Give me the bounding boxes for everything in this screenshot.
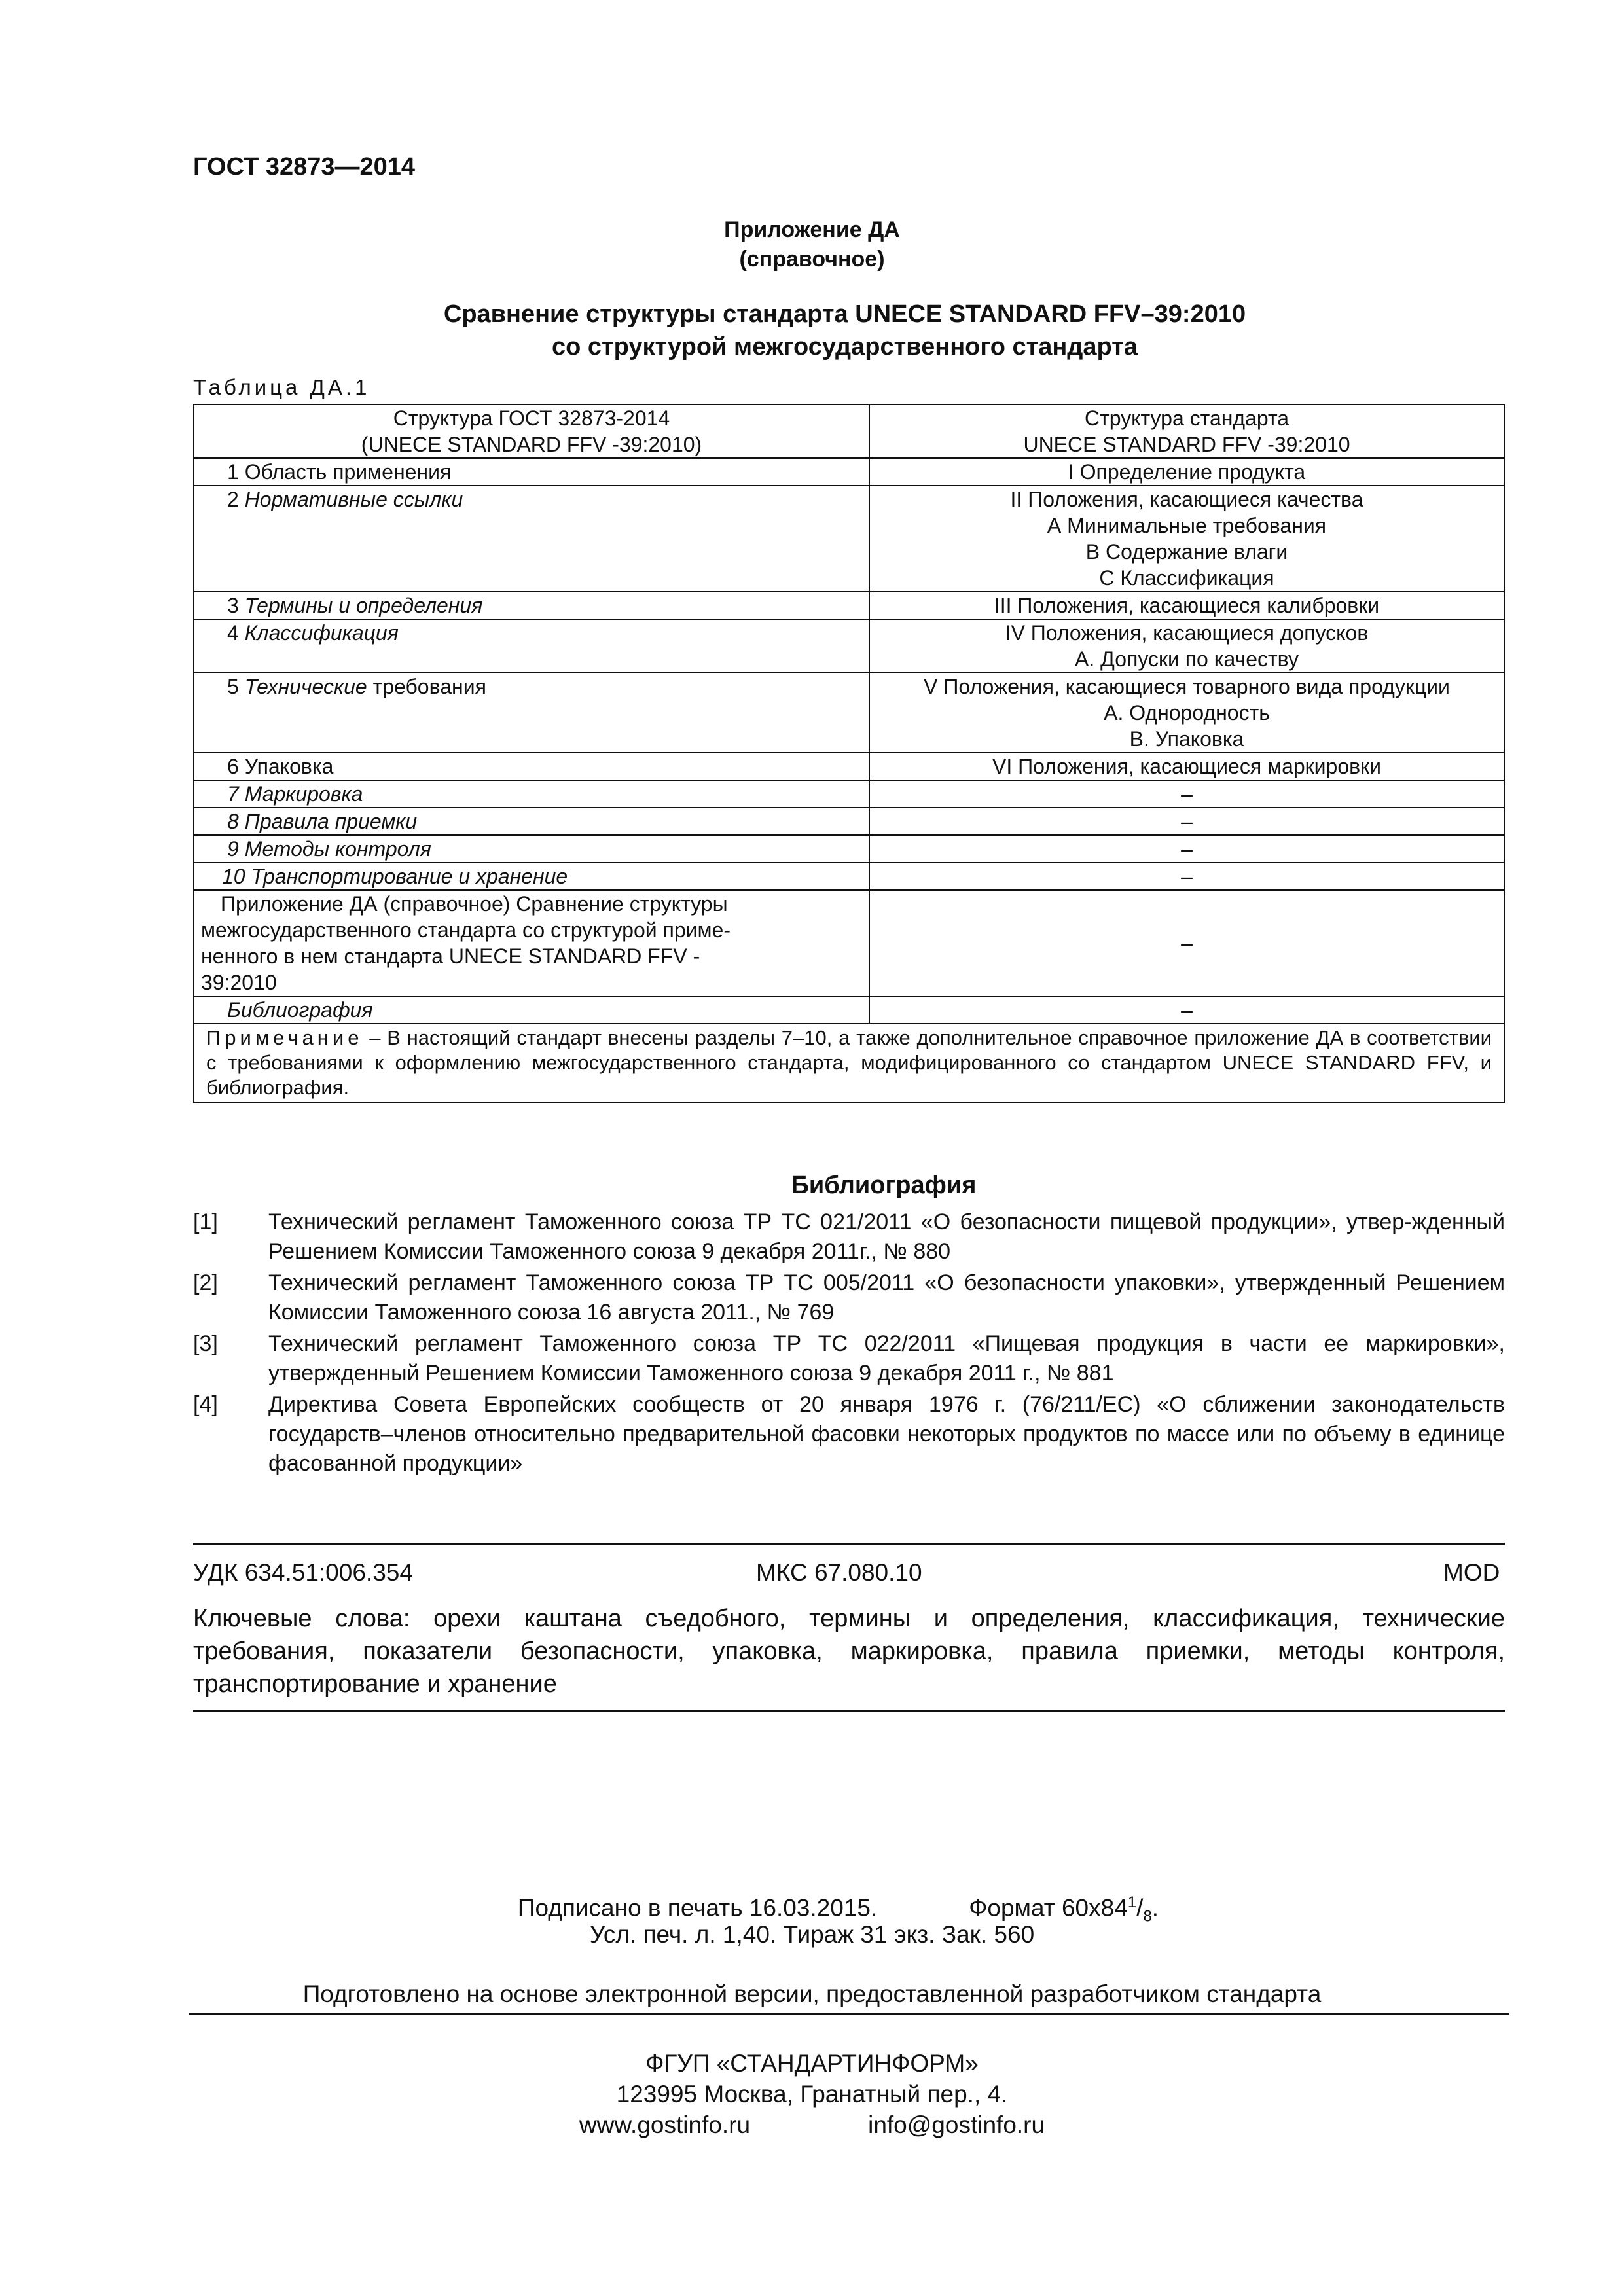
cell-line: В. Упаковка <box>1129 727 1244 751</box>
cell-line: V Положения, касающиеся товарного вида продукции <box>924 675 1450 698</box>
mod-label: MOD <box>1443 1559 1500 1586</box>
section-title: Библиография <box>227 998 373 1022</box>
cell-line: 39:2010 <box>201 971 277 994</box>
section-title: 7 Маркировка <box>227 782 363 806</box>
cell-line: межгосударственного стандарта со структурой приме- <box>201 918 731 942</box>
udk-code: УДК 634.51:006.354 <box>193 1559 413 1586</box>
bibliography-item <box>193 1208 1505 1266</box>
table-cell: 1 Область применения <box>194 458 869 486</box>
bibliography-text: Директива Совета Европейских сообществ от 20 января 1976 г. (76/211/ЕС) «О сближении законодательств государств–членов относительно предварительной фасовки некоторых продуктов по массе или по объему в единице фасованной продукции» <box>268 1392 1505 1476</box>
table-row <box>194 619 1504 673</box>
format-numerator: 1 <box>1127 1893 1137 1911</box>
table-label: Таблица ДА.1 <box>193 375 370 399</box>
section-number: 2 <box>227 488 239 511</box>
table-cell <box>869 673 1504 753</box>
table-cell: VI Положения, касающиеся маркировки <box>869 753 1504 780</box>
section-title: 8 Правила приемки <box>227 810 418 833</box>
cell-line: А. Допуски по качеству <box>1075 647 1299 671</box>
bibliography-item <box>193 1329 1505 1388</box>
table-cell <box>194 890 869 996</box>
divider-imprint <box>189 2013 1509 2015</box>
table-cell <box>194 863 869 890</box>
format-denominator: 8 <box>1143 1907 1152 1926</box>
section-number: 5 <box>227 675 239 698</box>
table-cell: – <box>869 780 1504 808</box>
bibliography-text: Технический регламент Таможенного союза ТР ТС 022/2011 «Пищевая продукция в части ее маркировки», утвержденный Решением Комиссии Таможенного союза 9 декабря 2011 г., № 881 <box>268 1331 1505 1386</box>
cell-line: II Положения, касающиеся качества <box>1010 488 1363 511</box>
publisher-address: 123995 Москва, Гранатный пер., 4. <box>616 2081 1008 2108</box>
section-title: Классификация <box>244 621 399 645</box>
cell-line: А. Однородность <box>1104 701 1270 725</box>
table-row <box>194 458 1504 486</box>
table-row <box>194 753 1504 780</box>
table-cell: – <box>869 890 1504 996</box>
bibliography-item <box>193 1390 1505 1479</box>
cell-line: IV Положения, касающиеся допусков <box>1005 621 1369 645</box>
table-cell <box>194 486 869 592</box>
table-row <box>194 996 1504 1024</box>
section-title: 9 Методы контроля <box>227 837 431 861</box>
table-cell: – <box>869 996 1504 1024</box>
table-header-left-line2: (UNECE STANDARD FFV -39:2010) <box>361 433 702 456</box>
bibliography-number: [1] <box>193 1210 218 1234</box>
divider-top <box>193 1543 1505 1545</box>
table-header-left-line1: Структура ГОСТ 32873-2014 <box>393 406 670 430</box>
divider-bottom <box>193 1710 1505 1712</box>
table-header-right-line1: Структура стандарта <box>1084 406 1290 430</box>
table-row <box>194 592 1504 619</box>
bibliography-number: [2] <box>193 1270 218 1295</box>
table-header-right-line2: UNECE STANDARD FFV -39:2010 <box>1023 433 1350 456</box>
table-row <box>194 808 1504 835</box>
note-label: Примечание <box>206 1026 363 1049</box>
table-cell <box>194 808 869 835</box>
section-number: 3 <box>227 594 239 617</box>
prepared-note: Подготовлено на основе электронной версии, предоставленной разработчиком стандарта <box>302 1981 1322 2007</box>
table-cell: – <box>869 835 1504 863</box>
cell-line: Приложение ДА (справочное) Сравнение структуры <box>221 892 728 916</box>
table-cell: III Положения, касающиеся калибровки <box>869 592 1504 619</box>
table-row <box>194 673 1504 753</box>
bibliography-item <box>193 1268 1505 1327</box>
table-cell <box>194 673 869 753</box>
table-row <box>194 890 1504 996</box>
bibliography-number: [3] <box>193 1331 218 1356</box>
bibliography-text: Технический регламент Таможенного союза ТР ТС 021/2011 «О безопасности пищевой продукции», утвер-жденный Решением Комиссии Таможенного союза 9 декабря 2011г., № 880 <box>268 1210 1505 1264</box>
section-title: Технические <box>244 675 367 698</box>
table-cell <box>869 486 1504 592</box>
table-header-right <box>869 404 1504 458</box>
note-text: – В настоящий стандарт внесены разделы 7–10, а также дополнительное справочное приложение ДА в соответствии с требованиями к оформлению межгосударственного стандарта, модифицированного со стандартом UNECE STANDARD FFV, и библиография. <box>206 1026 1492 1099</box>
cell-line: В Содержание влаги <box>1085 540 1288 564</box>
format-slash: / <box>1136 1894 1144 1922</box>
section-title: Термины и определения <box>244 594 483 617</box>
table-row <box>194 1024 1504 1102</box>
table-cell <box>194 996 869 1024</box>
email-link[interactable]: info@gostinfo.ru <box>868 2111 1045 2138</box>
section-title-rest: требования <box>372 675 486 698</box>
bibliography-number: [4] <box>193 1392 218 1417</box>
table-cell <box>869 619 1504 673</box>
website-link[interactable]: www.gostinfo.ru <box>579 2111 751 2138</box>
section-title: 10 Транспортирование и хранение <box>222 865 568 888</box>
table-row <box>194 486 1504 592</box>
document-code: ГОСТ 32873—2014 <box>193 153 416 181</box>
table-cell <box>194 592 869 619</box>
table-cell <box>194 835 869 863</box>
table-cell <box>194 780 869 808</box>
structure-comparison-table <box>193 404 1505 1103</box>
section-title: Нормативные ссылки <box>244 488 463 511</box>
publisher-name: ФГУП «СТАНДАРТИНФОРМ» <box>645 2050 979 2077</box>
section-number: 4 <box>227 621 239 645</box>
bibliography-title: Библиография <box>791 1172 977 1199</box>
imprint-line2: Усл. печ. л. 1,40. Тираж 31 экз. Зак. 560 <box>589 1921 1035 1948</box>
comparison-heading-line1: Сравнение структуры стандарта UNECE STANDARD FFV–39:2010 <box>443 300 1246 328</box>
appendix-title: Приложение ДА <box>724 217 900 242</box>
table-row <box>194 835 1504 863</box>
signed-date: Подписано в печать 16.03.2015. <box>517 1894 878 1922</box>
appendix-kind: (справочное) <box>739 247 885 272</box>
format-prefix: Формат 60x84 <box>969 1894 1128 1922</box>
table-row <box>194 404 1504 458</box>
cell-line: ненного в нем стандарта UNECE STANDARD FFV - <box>201 944 700 968</box>
keywords: Ключевые слова: орехи каштана съедобного, термины и определения, классификация, технические требования, показатели безопасности, упаковка, маркировка, правила приемки, методы контроля, транспортирование и хранение <box>193 1605 1505 1698</box>
table-cell: 6 Упаковка <box>194 753 869 780</box>
cell-line: С Классификация <box>1099 566 1274 590</box>
table-note <box>194 1024 1504 1102</box>
publisher-contacts <box>0 2109 1624 2142</box>
table-cell <box>194 619 869 673</box>
mks-code: МКС 67.080.10 <box>756 1559 922 1586</box>
comparison-heading-line2: со структурой межгосударственного стандарта <box>551 333 1138 361</box>
table-row <box>194 863 1504 890</box>
format-end: . <box>1151 1894 1159 1922</box>
table-header-left <box>194 404 869 458</box>
table-row <box>194 780 1504 808</box>
table-cell: I Определение продукта <box>869 458 1504 486</box>
bibliography-text: Технический регламент Таможенного союза ТР ТС 005/2011 «О безопасности упаковки», утвержденный Решением Комиссии Таможенного союза 16 августа 2011., № 769 <box>268 1270 1505 1325</box>
cell-line: А Минимальные требования <box>1047 514 1327 537</box>
table-cell: – <box>869 863 1504 890</box>
table-cell: – <box>869 808 1504 835</box>
